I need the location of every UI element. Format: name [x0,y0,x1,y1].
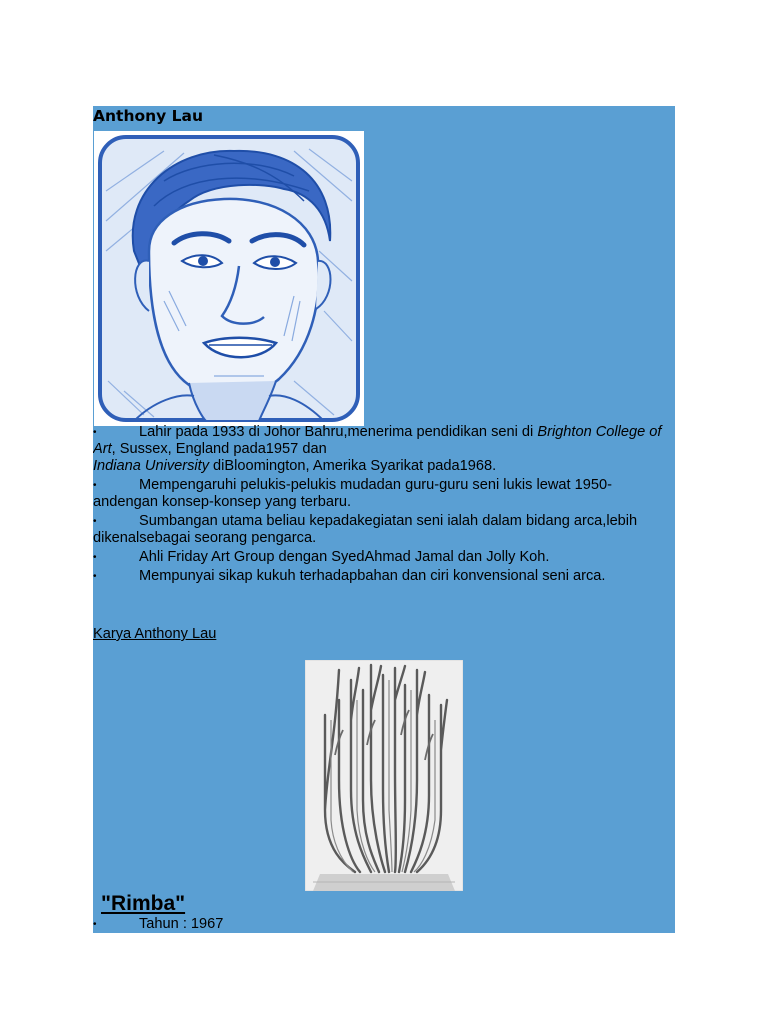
artist-portrait-image [94,131,364,426]
bio-bullet-5 [93,568,671,585]
bio-text: diBloomington, Amerika Syarikat pada1968. [209,458,497,474]
bio-bullet-2 [93,477,671,511]
bio-bullet-4 [93,549,671,566]
bio-italic-text: Brighton College of Art [93,424,662,457]
artist-name-heading: Anthony Lau [93,107,204,125]
artwork-year-text: Tahun : 1967 [139,916,224,932]
karya-anthony-lau-link[interactable]: Karya Anthony Lau [93,626,217,642]
bio-bullet-1 [93,424,671,475]
rimba-sculpture-image [305,660,463,891]
bio-text: Sumbangan utama beliau kepadakegiatan seni ialah dalam bidang arca,lebih dikenalsebagai seorang pengarca. [93,513,638,546]
biography-bullet-list [93,424,671,587]
bio-text: , Sussex, England pada1957 dan [111,441,327,457]
bio-text: Ahli Friday Art Group dengan SyedAhmad Jamal dan Jolly Koh. [139,549,550,565]
bullet-marker: • [93,571,97,582]
bio-text: Mempengaruhi pelukis-pelukis mudadan guru-guru seni lukis lewat 1950-andengan konsep-konsep yang terbaru. [93,477,612,510]
bullet-marker: • [93,480,97,491]
bio-text: Mempunyai sikap kukuh terhadapbahan dan ciri konvensional seni arca. [139,568,606,584]
bio-italic-text: Indiana University [93,458,209,474]
bullet-marker: • [93,427,97,438]
bullet-marker: • [93,552,97,563]
artwork-year-bullet [93,916,223,933]
content-panel [93,106,675,933]
artwork-title: "Rimba" [101,892,186,915]
bio-bullet-3 [93,513,671,547]
bullet-marker: • [93,919,97,930]
bullet-marker: • [93,516,97,527]
bio-text: Lahir pada 1933 di Johor Bahru,menerima pendidikan seni di [139,424,538,440]
